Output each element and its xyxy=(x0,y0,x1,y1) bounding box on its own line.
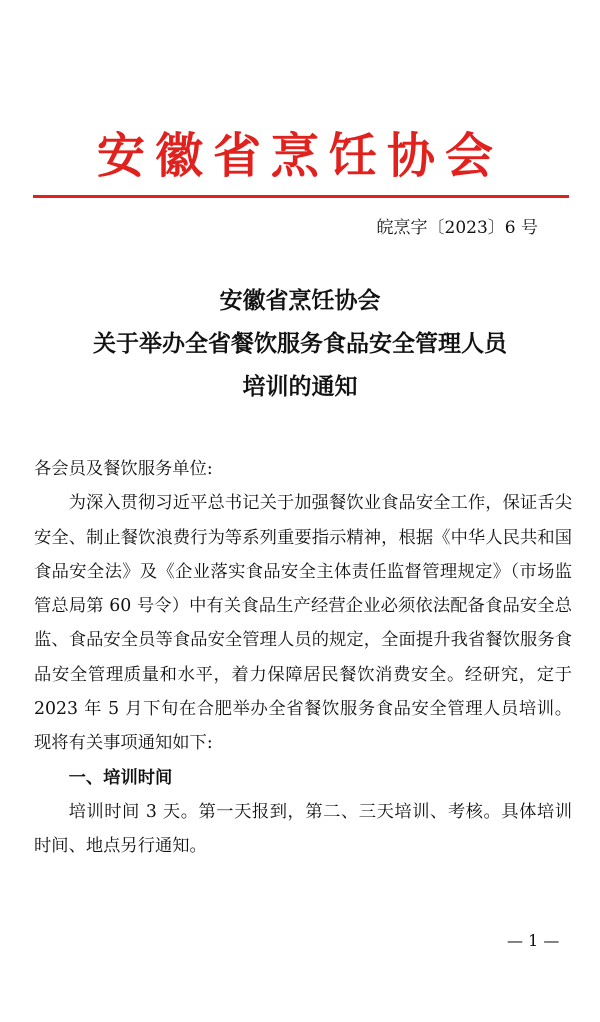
document-title-line-1: 安徽省烹饪协会 xyxy=(219,287,381,314)
document-body xyxy=(34,452,572,864)
document-title-line-3: 培训的通知 xyxy=(242,373,358,400)
org-header-title: 安徽省烹饪协会 xyxy=(96,128,503,184)
salutation: 各会员及餐饮服务单位: xyxy=(34,459,213,479)
document-title-line-2: 关于举办全省餐饮服务食品安全管理人员 xyxy=(93,330,507,357)
document-number: 皖烹字〔2023〕6 号 xyxy=(376,218,538,238)
header-red-rule xyxy=(33,195,569,198)
section-1-heading: 一、培训时间 xyxy=(68,767,173,788)
section-1-text: 培训时间 3 天。第一天报到，第二、三天培训、考核。具体培训时间、地点另行通知。 xyxy=(34,801,572,857)
page-number: — 1 — xyxy=(507,931,560,950)
body-paragraph-1: 为深入贯彻习近平总书记关于加强餐饮业食品安全工作，保证舌尖安全、制止餐饮浪费行为等系列重要指示精神，根据《中华人民共和国食品安全法》及《企业落实食品安全主体责任监督管理规定》（市场监管总局第 60 号令）中有关食品生产经营企业必须依法配备食品安全总监、食品安全员等食品安全管理人员的规定，全面提升我省餐饮服务食品安全管理质量和水平，着力保障居民餐饮消费安全。经研究，定于 2023 年 5 月下旬在合肥举办全省餐饮服务食品安全管理人员培训。现将有关事项通知如下: xyxy=(34,493,572,754)
